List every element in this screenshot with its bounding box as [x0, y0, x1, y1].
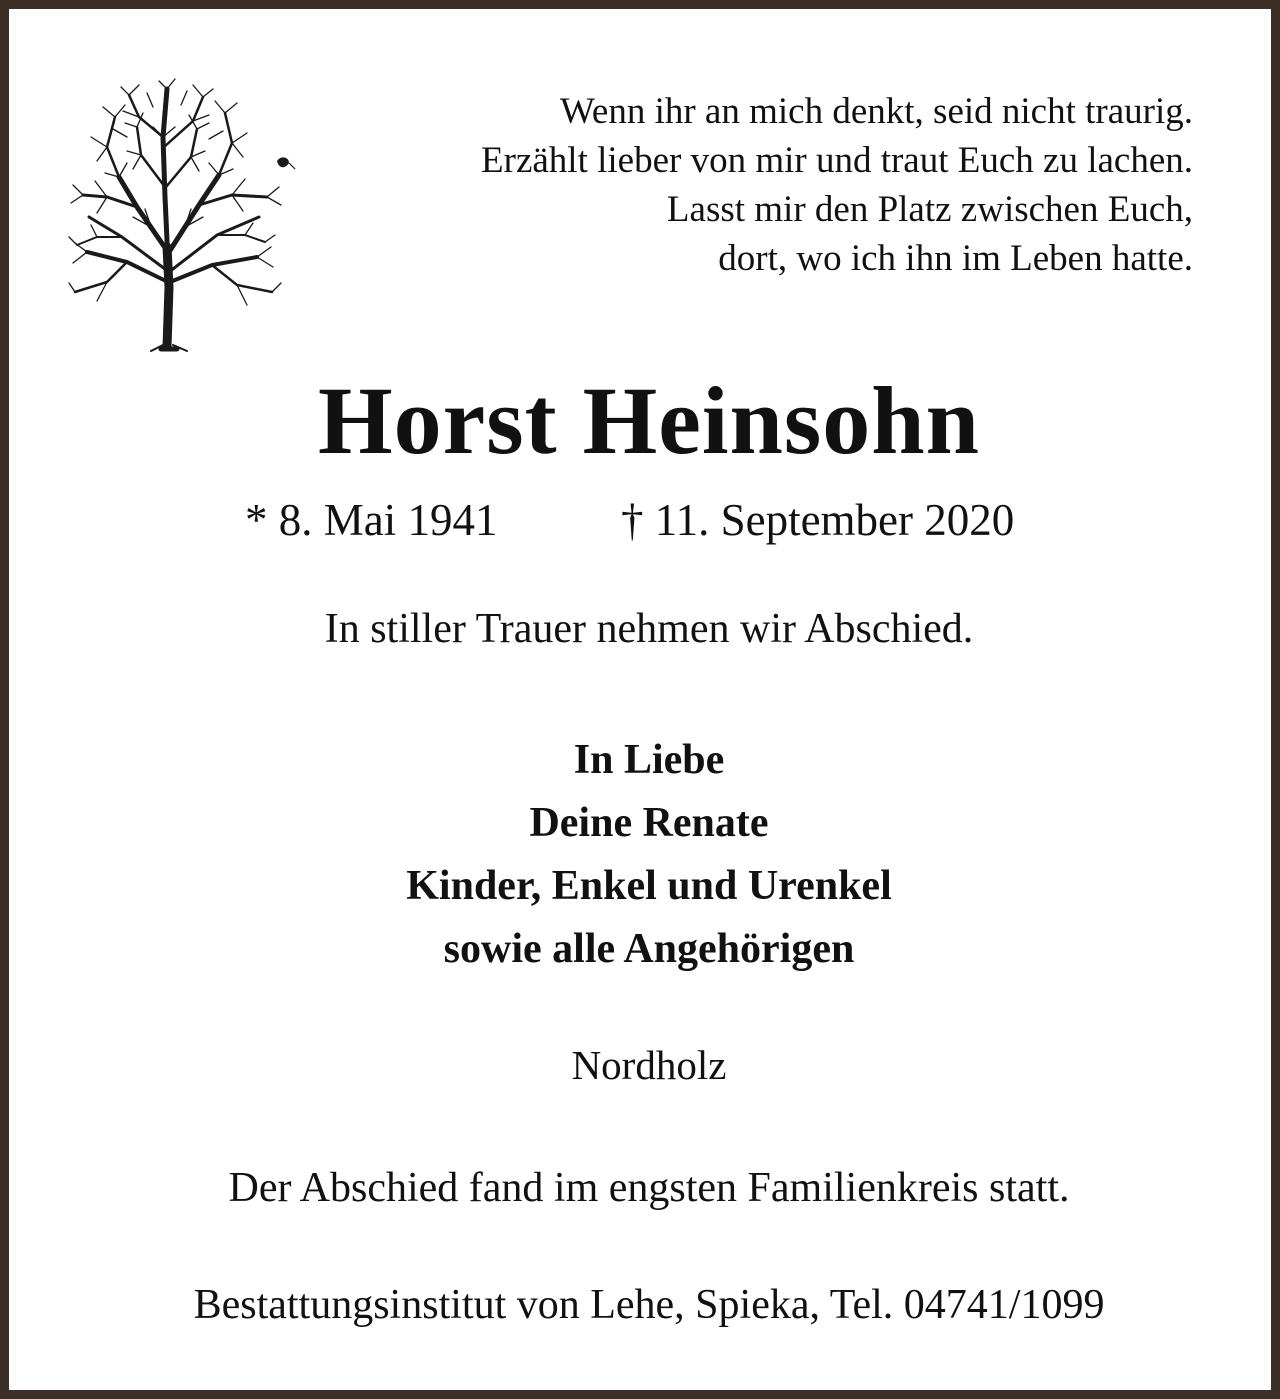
- poem-line: Lasst mir den Platz zwischen Euch,: [666, 189, 1193, 230]
- signer-line: Kinder, Enkel und Urenkel: [406, 863, 892, 909]
- bare-tree-icon: [67, 77, 299, 352]
- birth-date: * 8. Mai 1941: [245, 495, 498, 545]
- death-date: † 11. September 2020: [621, 495, 1015, 545]
- place-name: Nordholz: [571, 1042, 727, 1088]
- signer-line: In Liebe: [573, 737, 725, 783]
- memorial-poem: [481, 87, 1193, 283]
- poem-line: Wenn ihr an mich denkt, seid nicht traurig.: [559, 91, 1193, 132]
- farewell-note: Der Abschied fand im engsten Familienkreis statt.: [228, 1165, 1070, 1211]
- signer-line: sowie alle Angehörigen: [443, 926, 855, 972]
- poem-line: Erzählt lieber von mir und traut Euch zu lachen.: [481, 140, 1193, 181]
- deceased-name: Horst Heinsohn: [317, 367, 981, 474]
- undertaker-info: Bestattungsinstitut von Lehe, Spieka, Tel. 04741/1099: [193, 1282, 1105, 1328]
- poem-line: dort, wo ich ihn im Leben hatte.: [718, 238, 1193, 279]
- signer-line: Deine Renate: [529, 800, 769, 846]
- signers-block: [9, 729, 1280, 981]
- mourning-text: In stiller Trauer nehmen wir Abschied.: [324, 606, 974, 652]
